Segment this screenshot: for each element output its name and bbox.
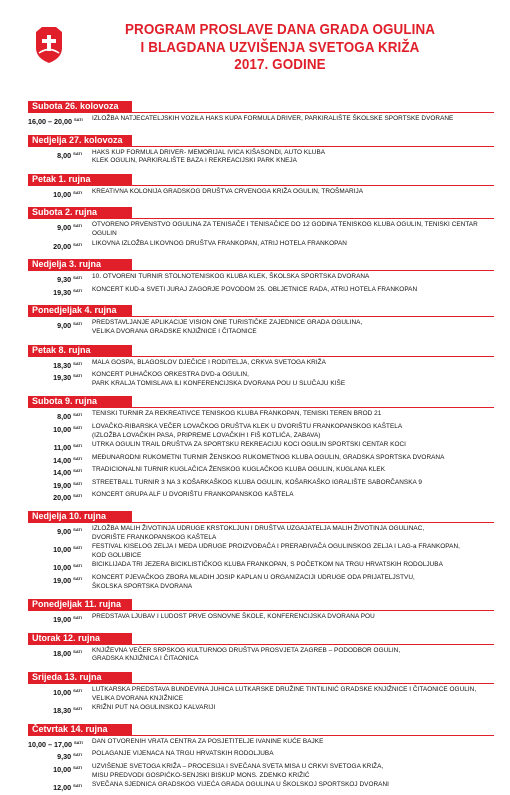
day-heading: Subota 2. rujna bbox=[28, 207, 132, 218]
event-time-value: 10,00 bbox=[53, 688, 72, 697]
event-description: KONCERT GRUPA ALF U DVORIŠTU FRANKOPANSKOG KAŠTELA bbox=[92, 491, 294, 499]
event-row bbox=[28, 525, 490, 542]
event-row bbox=[28, 441, 490, 453]
sati-label: SATI bbox=[73, 241, 82, 247]
event-time-value: 10,00 bbox=[53, 189, 72, 199]
sati-label: SATI bbox=[73, 189, 82, 195]
event-time bbox=[28, 188, 82, 200]
event-row bbox=[28, 410, 490, 422]
event-time bbox=[28, 466, 82, 478]
event-description: IZLOŽBA MALIH ŽIVOTINJA UDRUGE KRSTOKLJUN I DRUŠTVA UZGAJATELJA MALIH ŽIVOTINJA OGULINAC, DVORIŠTE FRANKOPANSKOG KAŠTELA bbox=[92, 525, 425, 541]
event-row bbox=[28, 647, 490, 664]
sati-label: SATI bbox=[73, 321, 82, 327]
sati-label: SATI bbox=[73, 373, 82, 379]
program-day bbox=[28, 130, 490, 168]
program-day bbox=[28, 169, 490, 202]
event-time bbox=[28, 240, 82, 252]
event-time-value: 14,00 bbox=[53, 455, 72, 465]
event-row bbox=[28, 763, 490, 780]
event-description: LIKOVNA IZLOŽBA LIKOVNOG DRUŠTVA FRANKOPAN, ATRIJ HOTELA FRANKOPAN bbox=[92, 239, 347, 247]
sati-label: SATI bbox=[73, 563, 82, 569]
day-heading: Subota 9. rujna bbox=[28, 396, 132, 407]
event-time-value: 9,00 bbox=[57, 527, 72, 537]
event-description: LOVAČKO-RIBARSKA VEČER LOVAČKOG DRUŠTVA KLEK U DVORIŠTU FRANKOPANSKOG KAŠTELA (IZLOŽBA LOVAČKIH PASA, PRIPREME LOVAČKIH I FIŠ KOTLIĆA, ZABAVA) bbox=[92, 422, 403, 439]
event-row bbox=[28, 613, 490, 625]
event-time bbox=[28, 525, 82, 537]
event-row bbox=[28, 149, 490, 166]
sati-label: SATI bbox=[73, 455, 82, 461]
event-description: BICIKLIJADA TRI JEZERA BICIKLISTIČKOG KLUBA FRANKOPAN, S POČETKOM NA TRGU HRVATSKIH RODOLJUBA bbox=[92, 561, 443, 569]
event-description: PREDSTAVA LJUBAV I LUDOST PRVE OSNOVNE ŠKOLE, KONFERENCIJSKA DVORANA POU bbox=[92, 613, 375, 621]
sati-label: SATI bbox=[73, 752, 82, 758]
event-row bbox=[28, 574, 490, 591]
sati-label: SATI bbox=[73, 764, 82, 770]
program-day bbox=[28, 300, 490, 338]
program-day bbox=[28, 391, 490, 505]
event-time bbox=[28, 574, 82, 586]
event-time-value: 20,00 bbox=[53, 241, 72, 251]
event-row bbox=[28, 454, 490, 466]
event-time bbox=[28, 423, 82, 435]
sati-label: SATI bbox=[73, 527, 82, 533]
event-row bbox=[28, 781, 490, 793]
event-time bbox=[28, 704, 82, 716]
sati-label: SATI bbox=[73, 468, 82, 474]
event-row bbox=[28, 750, 490, 762]
event-time-value: 19,00 bbox=[53, 615, 72, 625]
event-row bbox=[28, 319, 490, 336]
event-description: TENISKI TURNIR ZA REKREATIVCE TENISKOG KLUBA FRANKOPAN, TENISKI TEREN BROD 21 bbox=[92, 410, 382, 418]
event-time bbox=[28, 763, 82, 775]
event-row bbox=[28, 543, 490, 560]
sati-label: SATI bbox=[73, 412, 82, 418]
event-row bbox=[28, 188, 490, 200]
event-time bbox=[28, 319, 82, 331]
event-description: KREATIVNA KOLONIJA GRADSKOG DRUŠTVA CRVENOGA KRIŽA OGULIN, TROŠMARIJA bbox=[92, 187, 364, 195]
event-row bbox=[28, 286, 490, 298]
program-day bbox=[28, 628, 490, 666]
event-row bbox=[28, 561, 490, 573]
event-time bbox=[28, 543, 82, 555]
program-day bbox=[28, 96, 490, 129]
day-heading: Petak 8. rujna bbox=[28, 345, 132, 356]
event-time-value: 10,00 bbox=[53, 424, 72, 434]
event-description: MALA GOSPA, BLAGOSLOV DJEČICE I RODITELJA, CRKVA SVETOGA KRIŽA bbox=[92, 358, 326, 366]
sati-label: SATI bbox=[73, 443, 82, 449]
event-description: PREDSTAVLJANJE APLIKACIJE VISION ONE TURISTIČKE ZAJEDNICE GRADA OGULINA, VELIKA DVORANA GRADSKE KNJIŽNICE I ČITAONICE bbox=[92, 319, 363, 335]
page-title bbox=[87, 22, 473, 75]
event-description: UZVIŠENJE SVETOGA KRIŽA – PROCESIJA I SVEČANA SVETA MISA U CRKVI SVETOGA KRIŽA, MISU PREDVODI GOSPIĆKO-SENJSKI BISKUP MONS. ZDENKO KRIŽIĆ bbox=[92, 762, 384, 779]
event-row bbox=[28, 359, 490, 371]
event-time-value: 14,00 bbox=[53, 468, 72, 478]
program-day bbox=[28, 719, 490, 795]
program-day bbox=[28, 340, 490, 391]
event-time bbox=[28, 454, 82, 466]
day-heading: Srijeda 13. rujna bbox=[28, 672, 132, 683]
sati-label: SATI bbox=[73, 480, 82, 486]
sati-label: SATI bbox=[73, 287, 82, 293]
sati-label: SATI bbox=[73, 576, 82, 582]
event-time-value: 12,00 bbox=[53, 783, 72, 793]
program-day bbox=[28, 254, 490, 299]
event-time-value: 19,00 bbox=[53, 576, 72, 586]
event-time-value: 19,30 bbox=[53, 373, 72, 383]
event-description: KNJIŽEVNA VEČER SRPSKOG KULTURNOG DRUŠTVA PROSVJETA ZAGREB – PODODBOR OGULIN, GRADSKA KNJIŽNICA I ČITAONICA bbox=[92, 646, 401, 663]
sati-label: SATI bbox=[73, 117, 83, 122]
title-line-2: I BLAGDANA UZVIŠENJA SVETOGA KRIŽA bbox=[140, 39, 420, 56]
event-time bbox=[28, 221, 82, 233]
sati-label: SATI bbox=[73, 739, 83, 745]
program-day bbox=[28, 667, 490, 718]
title-line-1: PROGRAM PROSLAVE DANA GRADA OGULINA bbox=[124, 22, 436, 38]
event-description: STREETBALL TURNIR 3 NA 3 KOŠARKAŠKOG KLUBA OGULIN, KOŠARKAŠKO IGRALIŠTE SABORČANSKA 9 bbox=[92, 478, 422, 486]
sati-label: SATI bbox=[73, 615, 82, 621]
day-heading: Četvrtak 14. rujna bbox=[28, 724, 132, 735]
sati-label: SATI bbox=[73, 783, 82, 789]
event-time bbox=[28, 410, 82, 422]
event-time-value: 8,00 bbox=[57, 150, 72, 160]
program-day bbox=[28, 202, 490, 253]
sati-label: SATI bbox=[73, 688, 82, 693]
event-time bbox=[28, 561, 82, 573]
day-heading: Ponedjeljak 4. rujna bbox=[28, 305, 132, 316]
program-day bbox=[28, 594, 490, 627]
program-list bbox=[28, 95, 490, 795]
event-time bbox=[28, 491, 82, 503]
day-heading: Nedjelja 27. kolovoza bbox=[28, 135, 132, 146]
event-time-value: 9,00 bbox=[57, 223, 72, 233]
sati-label: SATI bbox=[73, 706, 82, 712]
event-row bbox=[28, 479, 490, 491]
event-row bbox=[28, 686, 490, 703]
program-day bbox=[28, 506, 490, 593]
event-description: SVEČANA SJEDNICA GRADSKOG VIJEĆA GRADA OGULINA U ŠKOLSKOJ SPORTSKOJ DVORANI bbox=[92, 781, 389, 789]
event-time-value: 9,30 bbox=[57, 275, 72, 285]
event-description: KRIŽNI PUT NA OGULINSKOJ KALVARIJI bbox=[92, 704, 216, 712]
event-row bbox=[28, 371, 490, 388]
event-row bbox=[28, 240, 490, 252]
event-row bbox=[28, 221, 490, 238]
day-heading: Nedjelja 10. rujna bbox=[28, 511, 132, 522]
event-time bbox=[28, 613, 82, 625]
day-heading: Utorak 12. rujna bbox=[28, 633, 132, 644]
event-time-value: 9,00 bbox=[57, 321, 72, 331]
event-time-value: 20,00 bbox=[53, 493, 72, 503]
ogulin-coat-of-arms-icon bbox=[34, 26, 64, 64]
event-description: IZLOŽBA NATJECATELJSKIH VOZILA HAKS KUPA FORMULA DRIVER, PARKIRALIŠTE ŠKOLSKE SPORTSKE DVORANE bbox=[92, 115, 454, 122]
title-line-3: 2017. GODINE bbox=[234, 57, 326, 73]
event-time bbox=[28, 286, 82, 298]
event-time bbox=[28, 750, 82, 762]
event-time-value: 8,00 bbox=[57, 412, 72, 422]
header bbox=[30, 22, 485, 84]
event-time-value: 19,00 bbox=[53, 480, 72, 490]
event-description: OTVORENO PRVENSTVO OGULINA ZA TENISAČE I TENISAČICE DO 12 GODINA TENISKOG KLUBA OGULIN, TENISKI CENTAR OGULIN bbox=[92, 221, 478, 237]
event-description: KONCERT PUHAČKOG ORKESTRA DVD-a OGULIN, PARK KRALJA TOMISLAVA ILI KONFERENCIJSKA DVORANA POU U SLUČAJU KIŠE bbox=[92, 371, 346, 387]
event-row bbox=[28, 423, 490, 440]
event-time bbox=[28, 149, 82, 161]
day-heading: Ponedjeljak 11. rujna bbox=[28, 599, 132, 610]
event-description: 10. OTVORENI TURNIR STOLNOTENISKOG KLUBA KLEK, ŠKOLSKA SPORTSKA DVORANA bbox=[92, 273, 370, 281]
event-time-value: 18,30 bbox=[53, 706, 72, 716]
event-row bbox=[28, 273, 490, 285]
event-time-value: 18,30 bbox=[53, 360, 72, 370]
event-row bbox=[28, 466, 490, 478]
event-description: DAN OTVORENIH VRATA CENTRA ZA POSJETITELJE IVANINE KUĆE BAJKE bbox=[92, 737, 324, 745]
event-time bbox=[28, 686, 82, 698]
event-time bbox=[28, 273, 82, 285]
event-description: TRADICIONALNI TURNIR KUGLAČICA ŽENSKOG KUGLAČKOG KLUBA OGULIN, KUGLANA KLEK bbox=[92, 466, 386, 474]
event-time bbox=[28, 781, 82, 793]
event-time bbox=[28, 359, 82, 371]
event-row bbox=[28, 115, 490, 127]
event-time bbox=[28, 479, 82, 491]
event-description: MEĐUNARODNI RUKOMETNI TURNIR ŽENSKOG RUKOMETNOG KLUBA OGULIN, GRADSKA SPORTSKA DVORANA bbox=[92, 453, 445, 461]
event-time-value: 10,00 bbox=[53, 764, 72, 774]
event-description: POLAGANJE VIJENACA NA TRGU HRVATSKIH RODOLJUBA bbox=[92, 750, 274, 758]
event-time bbox=[28, 738, 82, 750]
event-description: UTRKA OGULIN TRAIL DRUŠTVA ZA SPORTSKU REKREACIJU KOCI OGULIN SPORTSKI CENTAR KOCI bbox=[92, 441, 406, 449]
event-time-value: 10,00 – 17,00 bbox=[28, 739, 72, 749]
sati-label: SATI bbox=[73, 275, 82, 281]
event-row bbox=[28, 491, 490, 503]
event-time-value: 10,00 bbox=[53, 563, 72, 573]
event-time-value: 19,30 bbox=[53, 287, 72, 297]
event-description: LUTKARSKA PREDSTAVA BUNDEVINA JUHICA LUTKARSKE DRUŽINE TINTILINIĆ GRADSKE KNJIŽNICE I ČITAONICE OGULIN, VELIKA DVORANA KNJIŽNICE bbox=[92, 686, 477, 702]
event-time-value: 10,00 bbox=[53, 545, 72, 555]
event-description: FESTIVAL KISELOG ZELJA I MEDA UDRUGE PROIZVOĐAČA I PRERAĐIVAČA OGULINSKOG ZELJA I LAG-a FRANKOPAN, KOD GOLUBICE bbox=[92, 543, 460, 559]
sati-label: SATI bbox=[73, 223, 82, 229]
event-row bbox=[28, 704, 490, 716]
event-time bbox=[28, 647, 82, 659]
event-description: HAKS KUP FORMULA DRIVER- MEMORIJAL IVICA KIŠASONDI, AUTO KLUBA KLEK OGULIN, PARKIRALIŠTE BAZA I REKREACIJSKI PARK KNEJA bbox=[92, 148, 326, 165]
day-heading: Petak 1. rujna bbox=[28, 174, 132, 185]
event-time-value: 18,00 bbox=[53, 648, 72, 658]
event-time-value: 11,00 bbox=[53, 443, 72, 453]
event-description: KONCERT PJEVAČKOG ZBORA MLADIH JOSIP KAPLAN U ORGANIZACIJI UDRUGE ODA PRIJATELJSTVU, ŠKOLSKA SPORTSKA DVORANA bbox=[92, 574, 415, 590]
sati-label: SATI bbox=[73, 360, 82, 366]
sati-label: SATI bbox=[73, 648, 82, 654]
sati-label: SATI bbox=[73, 493, 82, 499]
day-heading: Nedjelja 3. rujna bbox=[28, 259, 132, 270]
sati-label: SATI bbox=[73, 545, 82, 551]
sati-label: SATI bbox=[73, 150, 82, 156]
event-time bbox=[28, 115, 82, 127]
sati-label: SATI bbox=[73, 424, 82, 430]
event-row bbox=[28, 738, 490, 750]
event-time-value: 16,00 – 20,00 bbox=[28, 117, 72, 126]
day-heading: Subota 26. kolovoza bbox=[28, 101, 132, 112]
event-time-value: 9,30 bbox=[57, 752, 72, 762]
event-time bbox=[28, 441, 82, 453]
event-description: KONCERT KUD-a SVETI JURAJ ZAGORJE POVODOM 25. OBLJETNICE RADA, ATRIJ HOTELA FRANKOPAN bbox=[92, 285, 418, 293]
event-time bbox=[28, 371, 82, 383]
